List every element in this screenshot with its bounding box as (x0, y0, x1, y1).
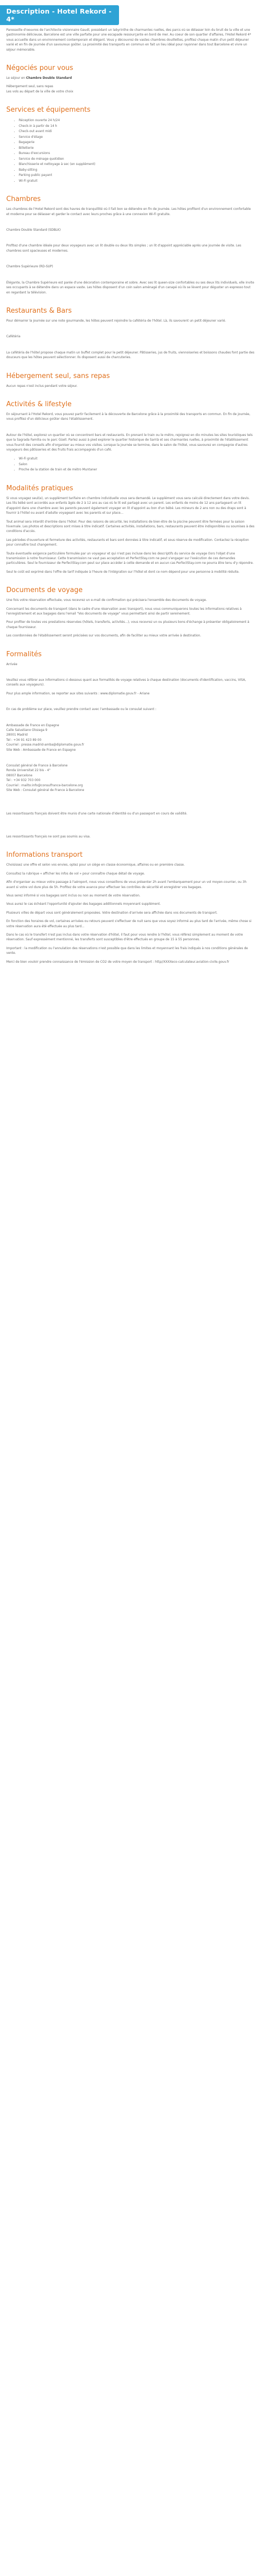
paragraph: La cafétéria de l'hôtel propose chaque matin un buffet complet pour le petit déjeuner. Pâtisseries, jus de fruits, viennoiseries et boissons chaudes font partie des douceurs que les hôtes peuvent sélectionner. Ils disposent aussi de charcuteries. (6, 351, 255, 360)
intro-text: Paresseille d'oeuvres de l'architecte visionnaire Gaudí, possédant un labyrinthe de charmantes ruelles, des parcs où se délasser loin du bruit de la ville et une gastronomie délicieuse, Barcelone est une ville parfaite pour une escapade ressourçante en bord de mer. Au coeur de son quartier d'affaires, l'Hotel Rekord 4* vous accueille dans un environnement contemporain et élégant. Vous y découvrez de vastes chambres douillettes, profitez chaque matin d'un petit déjeuner varié et en fin de journée d'un savoureux goûter. La proximité des transports en commun en fait un lieu idéal pour rayonner dans tout Barcelone et vivre un séjour mémorable. (6, 29, 251, 52)
section-title-services: Services et équipements (6, 106, 91, 114)
paragraph: Tout animal sera interdit d'entrée dans l'hôtel. Pour des raisons de sécurité, les installations de bien-être de la piscine peuvent être fermées pour la saison hivernale. Les photos et descriptions sont mises à titre indicatif. Certaines activités, installations, bars, restaurants peuvent être indisponibles ou soumises à des conditions d'accès. (6, 520, 255, 534)
paragraph: Consulat général de France à Barcelone Ronda Universitat 22 bis - 4° 08007 Barcelone Tel : +34 932 703 000 Courriel : mailto:info@consulfrance-barcelone.org Site Web : Consulat général de France à Barcelone (6, 764, 85, 793)
list-item: • Check-out avant midi (19, 129, 255, 135)
paragraph: En fonction des horaires de vol, certaines arrivées ou retours peuvent s'effectuer de nuit sans que vous soyez informé au plus tard de l'arrivée, même chose si votre réservation aura été effectuée au plus tard... (6, 920, 252, 928)
paragraph: Concernant les documents de transport (dans le cadre d'une réservation avec transport), nous vous communiquerons toutes les informations relatives à l'enregistrement et aux bagages dans l'email "Vos documents de voyage" vous permettant ainsi de partir sereinement. (6, 607, 242, 616)
paragraph: Ambassade de France en Espagne Calle Salustiano Olozaga 9 28001 Madrid Tel : +34 91 423 89 00 Courriel : presse.madrid-amba@diplomatie.gouv.fr Site Web : Ambassade de France en Espagne (6, 724, 85, 752)
paragraph: Vous serez informé si vos bagages sont inclus ou non au moment de votre réservation. (6, 894, 140, 897)
section-title-chambres: Chambres (6, 195, 41, 204)
paragraph: Toute éventuelle exigence particulière formulée par un voyageur et qui n'est pas incluse dans les descriptifs du service de voyage (lors l'objet d'une transmission à notre fournisseur. Cette transmission ne vaut pas acceptation et PerfectStay.com ne peut s'engager sur l'exécution de ces demandes particulières. Seul le fournisseur de PerfectStay.com peut sur place accéder à cette demande et en aucun cas PerfectStay.com ne pourra être tenu d'y répondre. (6, 552, 254, 565)
activites-list (6, 456, 255, 473)
paragraph: Si vous voyagez seul(e), un supplément tarifaire en chambre individuelle vous sera demandé. Le supplément vous sera calculé directement dans votre devis. Les lits bébé sont accordés aux enfants âgés de 2 à 12 ans au cas où le lit est partagé avec un parent. Les enfants de moins de 12 ans partageant un lit d'appoint dans une chambre avec les parents peuvent également voyager en lit d'appoint au bon d'un bébé. Les mineurs de 2 ans non ou des draps sont à fournir à l'hôtel ou avant d'adulte voyageant avec les parents et sur place... (6, 497, 250, 515)
list-item: • Wi-Fi gratuit (19, 456, 255, 462)
paragraph: Profitez d'une chambre idéale pour deux voyageurs avec un lit double ou deux lits simples ; un lit d'appoint appréciable après une journée de visite. Les chambres sont spacieuses et modernes. (6, 244, 242, 253)
section-title-hebergement: Hébergement seul, sans repas (6, 372, 110, 380)
paragraph: Consultez la rubrique « afficher les infos de vol » pour connaître chaque détail de voyage. (6, 872, 145, 876)
paragraph: Chambre Double Standard (SDBLK) (6, 229, 61, 232)
list-item: • Wi-Fi gratuit (19, 179, 255, 184)
paragraph: Arrivée (6, 663, 18, 666)
paragraph: Les ressortissants français doivent être munis d'une carte nationale d'identité ou d'un passeport en cours de validité. (6, 812, 187, 816)
paragraph: En cas de problème sur place, veuillez prendre contact avec l'ambassade ou le consulat suivant : (6, 708, 157, 712)
paragraph: En séjournant à l'Hotel Rekord, vous pouvez partir facilement à la découverte de Barcelone grâce à la proximité des transports en commun. En fin de journée, vous profitez d'un délicieux goûter dans l'établissement. (6, 412, 251, 421)
list-item: • Billetterie (19, 146, 255, 151)
list-item: • Service d'étage (19, 135, 255, 140)
paragraph: Les ressortissants français ne sont pas soumis au visa. (6, 835, 91, 838)
services-list (6, 118, 255, 184)
paragraph: Pour profiter de toutes vos prestations réservées (hôtels, transferts, activités...), vous recevrez un ou plusieurs bons d'échange à présenter obligatoirement à chaque fournisseur. (6, 621, 250, 629)
list-item: • Proche de la station de train et de métro Muntaner (19, 467, 255, 473)
paragraph: Important : la modification ou l'annulation des réservations n'est possible que dans les limites et moyennant les frais indiqués à nos conditions générales de vente. (6, 947, 248, 955)
page-title: Description - Hotel Rekord - 4* (0, 5, 119, 25)
list-item: • Bureau d'excursions (19, 151, 255, 157)
paragraph: Vous aurez le cas échéant l'opportunité d'ajouter des bagages additionnels moyennant supplément. (6, 903, 161, 906)
negocies-line-3: Les vols au départ de la ville de votre choix (6, 90, 74, 93)
paragraph: Chambre Supérieure (RD-SUP) (6, 265, 53, 269)
list-item: • Bagagerie (19, 140, 255, 146)
section-title-modalites: Modalités pratiques (6, 484, 74, 492)
section-title-documents: Documents de voyage (6, 586, 83, 595)
list-item: • Service de ménage quotidien (19, 157, 255, 162)
list-item: • Baby-sitting (19, 168, 255, 173)
list-item: • Réception ouverte 24 h/24 (19, 118, 255, 124)
paragraph: Les coordonnées de l'établissement seront précisées sur vos documents, afin de faciliter au mieux votre arrivée à destination. (6, 634, 201, 638)
paragraph: Afin d'organiser au mieux votre passage à l'aéroport, nous vous conseillons de vous présenter 2h avant l'embarquement pour un vol moyen-courrier, ou 3h avant si votre vol dure plus de 5h. Profitez de votre avance pour effectuer les contrôles de sécurité et enregistrer vos bagages. (6, 881, 247, 889)
negocies-line-1 (6, 76, 255, 81)
list-item: • Parking public payant (19, 173, 255, 179)
page (0, 0, 261, 968)
paragraph: Plusieurs villes de départ vous sont généralement proposées. Votre destination d'arrivée sera affichée dans vos documents de transport. (6, 911, 218, 915)
paragraph: Seul le coût est exprimé dans l'offre de tarif indiquée à l'heure de l'intégration sur l'hôtel et dont ce nom dépend pour une personne à mobilité réduite. (6, 570, 240, 574)
paragraph: Pour démarrer la journée sur une note gourmande, les hôtes peuvent rejoindre la cafétéria de l'hôtel. Là, ils savourent un petit déjeuner varié. (6, 319, 226, 323)
paragraph: Autour de l'hôtel, explorez un quartier où se concentrent bars et restaurants. En prenant le train ou le métro, rejoignez en dix minutes les sites touristiques tels que la Sagrada Familia ou le parc Güell. Parlez aussi à pied explorer le quartier historique de Sarrià et ses charmantes ruelles, à proximité de l'établissement vous fournit des conseils afin d'organiser au mieux vos visites. Lorsque la journée se termine, dans le salon de l'hôtel, vous savourez en compagnie d'autres voyageurs des pâtisseries et des fruits frais accompagnés d'un café. (6, 433, 253, 452)
room-type: Chambre Double Standard (26, 77, 72, 80)
section-title-activites: Activités & lifestyle (6, 400, 72, 408)
paragraph: Les chambres de l'Hotel Rekord sont des havres de tranquillité où il fait bon se détendre en fin de journée. Les hôtes profitent d'un environnement confortable et moderne pour se délasser et garder le contact avec leurs proches grâce à une connexion Wi-Fi gratuite. (6, 208, 251, 216)
paragraph: Veuillez vous référer aux informations ci-dessous quant aux formalités de voyage relatives à chaque destination (documents d'identification, vaccins, VISA, conseils aux voyageurs). (6, 679, 246, 687)
paragraph: Dans le cas où le transfert n'est pas inclus dans votre réservation d'hôtel, il faut pour vous rendre à l'hôtel, vous référez simplement au moment de votre réservation. Sauf expressément mentionné, les transferts sont susceptibles d'être effectués en groupe de 15 à 55 personnes. (6, 933, 243, 942)
paragraph: Élégante, la Chambre Supérieure est parée d'une décoration contemporaine et sobre. Avec ses lit queen-size confortables ou ses deux lits individuels, elle invite ses occupants à se détendre dans un espace vaste. Les hôtes disposent d'un coin salon aménagé d'un canapé où ils se lèvent pour déguster un espresso tout en regardant la télévision. (6, 281, 254, 294)
section-title-formalites: Formalités (6, 650, 42, 658)
content (0, 28, 261, 965)
section-title-transport: Informations transport (6, 851, 83, 859)
list-item: • Salon (19, 462, 255, 468)
paragraph: Choisissez une offre et selon vos envies, optez pour un siège en classe économique, affaires ou en première classe. (6, 864, 185, 867)
negocies-line-2: Hébergement seul, sans repas (6, 85, 53, 89)
paragraph: Merci de bien vouloir prendre connaissance de l'émission de CO2 de votre moyen de transport : http//XXXXeco-calculateur.aviation-civile.gouv.fr (6, 960, 230, 964)
section-title-restaurants: Restaurants & Bars (6, 306, 72, 315)
list-item: • Blanchisserie et nettoyage à sec (en supplément) (19, 162, 255, 168)
section-title-negocies: Négociés pour vous (6, 64, 74, 73)
negocies-prefix: Le séjour en (6, 77, 26, 80)
paragraph: Une fois votre réservation effectuée, vous recevrez un e-mail de confirmation qui précisera l'ensemble des documents de voyage. (6, 599, 207, 602)
paragraph: Aucun repas n'est inclus pendant votre séjour. (6, 384, 78, 388)
paragraph: Les périodes d'ouverture et fermeture des activités, restaurants et bars sont données à titre indicatif, et sous réserve de modification. Contactez la réception pour connaître tout changement. (6, 538, 249, 547)
paragraph: Pour plus ample information, se reporter aux sites suivants : www.diplomatie.gouv.fr - Ariane (6, 692, 150, 695)
list-item: • Check-in à partir de 14 h (19, 124, 255, 129)
paragraph: Cafétéria (6, 335, 21, 339)
